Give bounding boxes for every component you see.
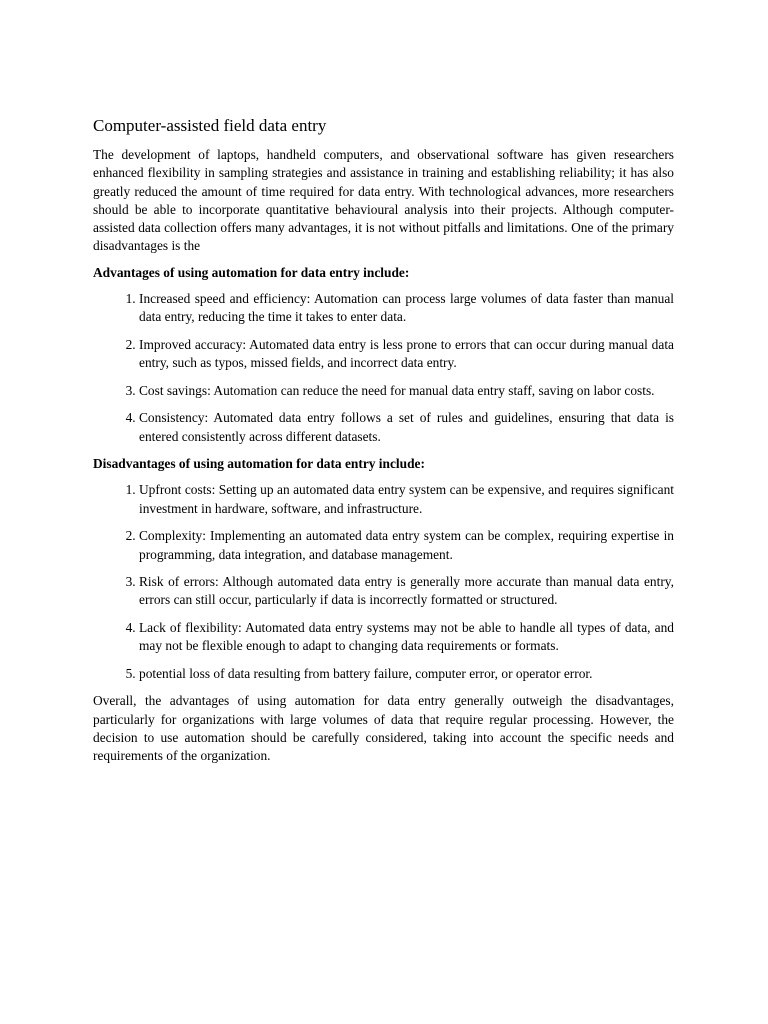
advantages-list bbox=[93, 290, 674, 446]
disadvantage-item: 2. Complexity: Implementing an automated data entry system can be complex, requiring expertise in programming, data integration, and database management. bbox=[139, 527, 674, 564]
disadvantage-item: 5. potential loss of data resulting from battery failure, computer error, or operator error. bbox=[139, 665, 674, 683]
disadvantages-list bbox=[93, 481, 674, 683]
advantage-item: 1. Increased speed and efficiency: Automation can process large volumes of data faster than manual data entry, reducing the time it takes to enter data. bbox=[139, 290, 674, 327]
disadvantage-item: 1. Upfront costs: Setting up an automated data entry system can be expensive, and requires significant investment in hardware, software, and infrastructure. bbox=[139, 481, 674, 518]
advantage-item: 2. Improved accuracy: Automated data entry is less prone to errors that can occur during manual data entry, such as typos, missed fields, and incorrect data entry. bbox=[139, 336, 674, 373]
advantage-item: 3. Cost savings: Automation can reduce the need for manual data entry staff, saving on labor costs. bbox=[139, 382, 674, 400]
disadvantage-item: 3. Risk of errors: Although automated data entry is generally more accurate than manual data entry, errors can still occur, particularly if data is incorrectly formatted or structured. bbox=[139, 573, 674, 610]
advantages-heading: Advantages of using automation for data entry include: bbox=[93, 264, 410, 280]
intro-paragraph: The development of laptops, handheld computers, and observational software has given researchers enhanced flexibility in sampling strategies and assistance in training and establishing reliability; it has also greatly reduced the amount of time required for data entry. With technological advances, more researchers should be able to incorporate quantitative behavioural analysis into their projects. Although computer-assisted data collection offers many advantages, it is not without pitfalls and limitations. One of the primary disadvantages is the bbox=[93, 147, 674, 254]
document-page bbox=[93, 115, 674, 773]
document-title: Computer-assisted field data entry bbox=[93, 116, 327, 135]
disadvantages-heading: Disadvantages of using automation for data entry include: bbox=[93, 456, 425, 472]
conclusion-paragraph: Overall, the advantages of using automation for data entry generally outweigh the disadvantages, particularly for organizations with large volumes of data that require regular processing. However, the decision to use automation should be carefully considered, taking into account the specific needs and requirements of the organization. bbox=[93, 693, 674, 764]
advantage-item: 4. Consistency: Automated data entry follows a set of rules and guidelines, ensuring that data is entered consistently across different datasets. bbox=[139, 409, 674, 446]
disadvantage-item: 4. Lack of flexibility: Automated data entry systems may not be able to handle all types of data, and may not be flexible enough to adapt to changing data requirements or formats. bbox=[139, 619, 674, 656]
